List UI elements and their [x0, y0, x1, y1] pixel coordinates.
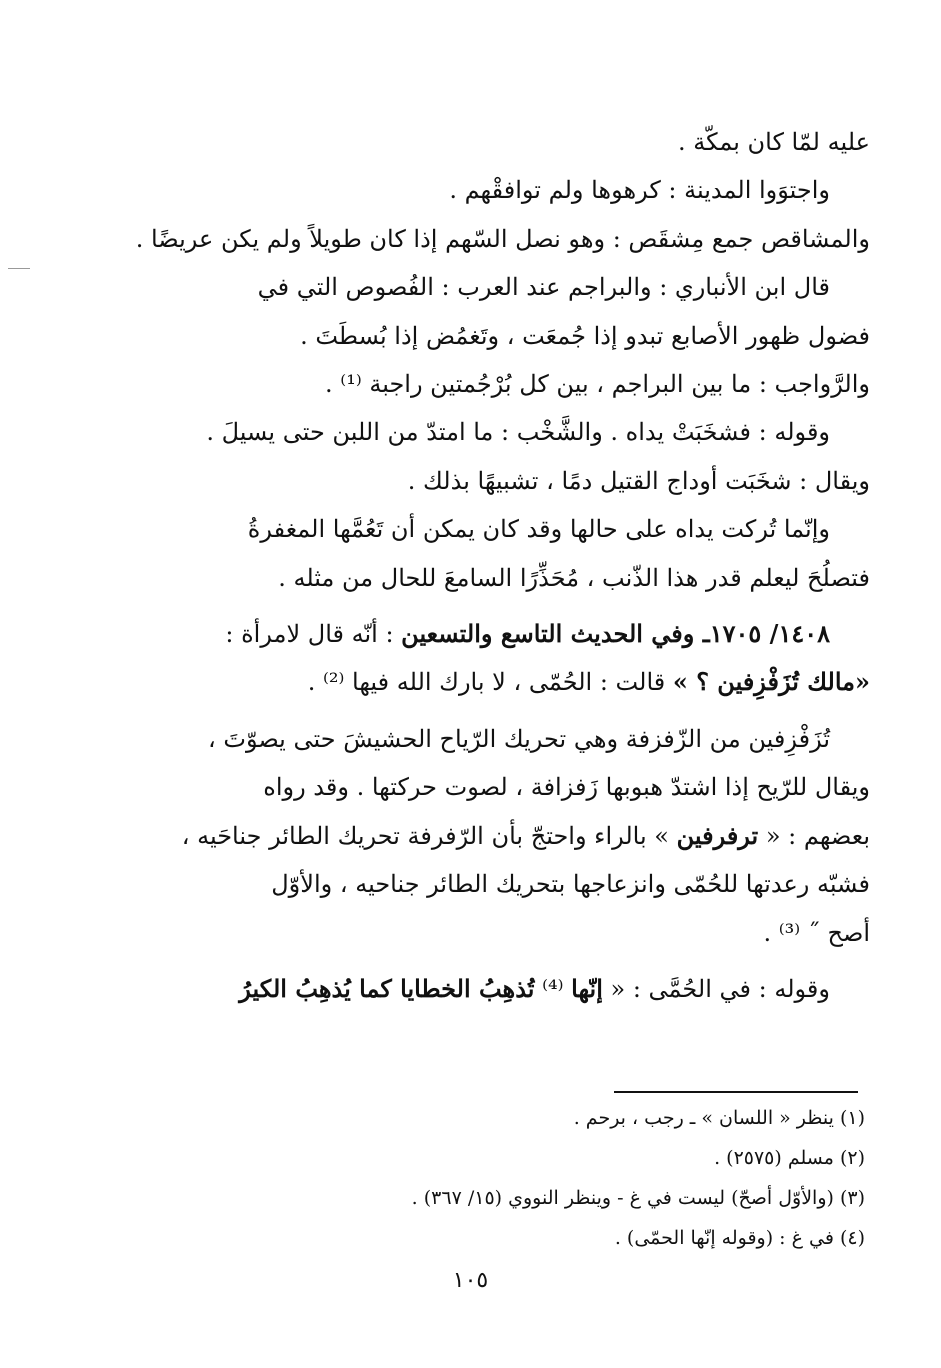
text-line: وقوله : فشخَبَتْ يداه . والشَّخْب : ما امتدّ من اللبن حتى يسيلَ .	[206, 418, 830, 447]
text-line: والمشاقص جمع مِشقَص : وهو نصل السّهم إذا كان طويلاً ولم يكن عريضًا .	[135, 224, 870, 253]
variant-pre: بعضهم : «	[758, 821, 870, 850]
closing-bold-phrase: تُذهِبُ الخطايا كما يُذهِبُ الكيرُ	[239, 973, 535, 1003]
page-number: ١٠٥	[452, 1268, 489, 1293]
closing-line	[128, 965, 870, 1013]
closing-bold-word: إنّها	[571, 973, 603, 1003]
footnote-ref: ⁽⁴⁾	[534, 974, 572, 1003]
text-line: فتصلُحَ ليعلم قدر هذا الذّنب ، مُحَذِّرًا السامعَ للحال من مثله .	[278, 563, 870, 592]
hadith-quote-line	[128, 658, 870, 706]
hadith-reply: قالت : الحُمّى ، لا بارك الله فيها ⁽²⁾ .	[307, 668, 673, 697]
main-text	[128, 118, 870, 1013]
margin-mark	[8, 268, 30, 269]
text-line: قال ابن الأنباري : والبراجم عند العرب : الفُصوص التي في	[257, 273, 830, 302]
hadith-intro: : أنّه قال لامرأة :	[225, 620, 402, 649]
text-line: واجتوَوا المدينة : كرهوها ولم توافقْهم .	[449, 176, 830, 205]
text-line: فشبّه رعدتها للحُمّى وانزعاجها بتحريك الطائر جناحيه ، والأوّل	[271, 870, 870, 899]
variant-line	[128, 812, 870, 860]
footnotes	[300, 1098, 865, 1258]
footnote: (٣) (والأوّل أصحّ) ليست في غ - وينظر النووي (١٥/ ٣٦٧) .	[411, 1187, 865, 1209]
footnote: (٤) في غ : (وقوله إنّها الحمّى) .	[614, 1227, 865, 1249]
text-line: ويقال للرّيح إذا اشتدّ هبوبها زَفزافة ، لصوت حركتها . وقد رواه	[263, 773, 870, 802]
text-line: أصح ˝ ⁽³⁾ .	[763, 918, 870, 947]
hadith-number: ١٤٠٨/ ١٧٠٥ـ وفي الحديث التاسع والتسعين	[401, 619, 830, 649]
variant-post: » بالراء واحتجّ بأن الرّفرفة تحريك الطائر جناحَيه ،	[181, 821, 677, 850]
footnote: (٢) مسلم (٢٥٧٥) .	[714, 1147, 865, 1169]
text-line: وإنّما تُركت يداه على حالها وقد كان يمكن أن تَعُمَّها المغفرةُ	[247, 515, 830, 544]
variant-word: ترفرفين	[676, 820, 759, 850]
footnote-divider	[614, 1091, 858, 1093]
footnote: (١) ينظر « اللسان » ـ رجب ، برحم .	[573, 1107, 865, 1129]
text-line: تُزَفْزِفين من الزّفزفة وهي تحريك الرّياح الحشيشَ حتى يصوّتَ ،	[208, 724, 830, 753]
text-line: ويقال : شخَبَت أوداج القتيل دمًا ، تشبيهًا بذلك .	[407, 466, 870, 495]
text-line: عليه لمّا كان بمكّة .	[677, 128, 870, 156]
text-line: فضول ظهور الأصابع تبدو إذا جُمعَت ، وتَغمُض إذا بُسطَتَ .	[300, 321, 870, 350]
closing-pre: وقوله : في الحُمَّى : «	[602, 974, 830, 1003]
hadith-quote: «مالك تُزَفْزِفين ؟ »	[672, 667, 870, 697]
text-line: والرَّواجب : ما بين البراجم ، بين كل بُرْجُمتين راجبة ⁽¹⁾ .	[325, 370, 870, 399]
hadith-heading	[128, 610, 870, 658]
